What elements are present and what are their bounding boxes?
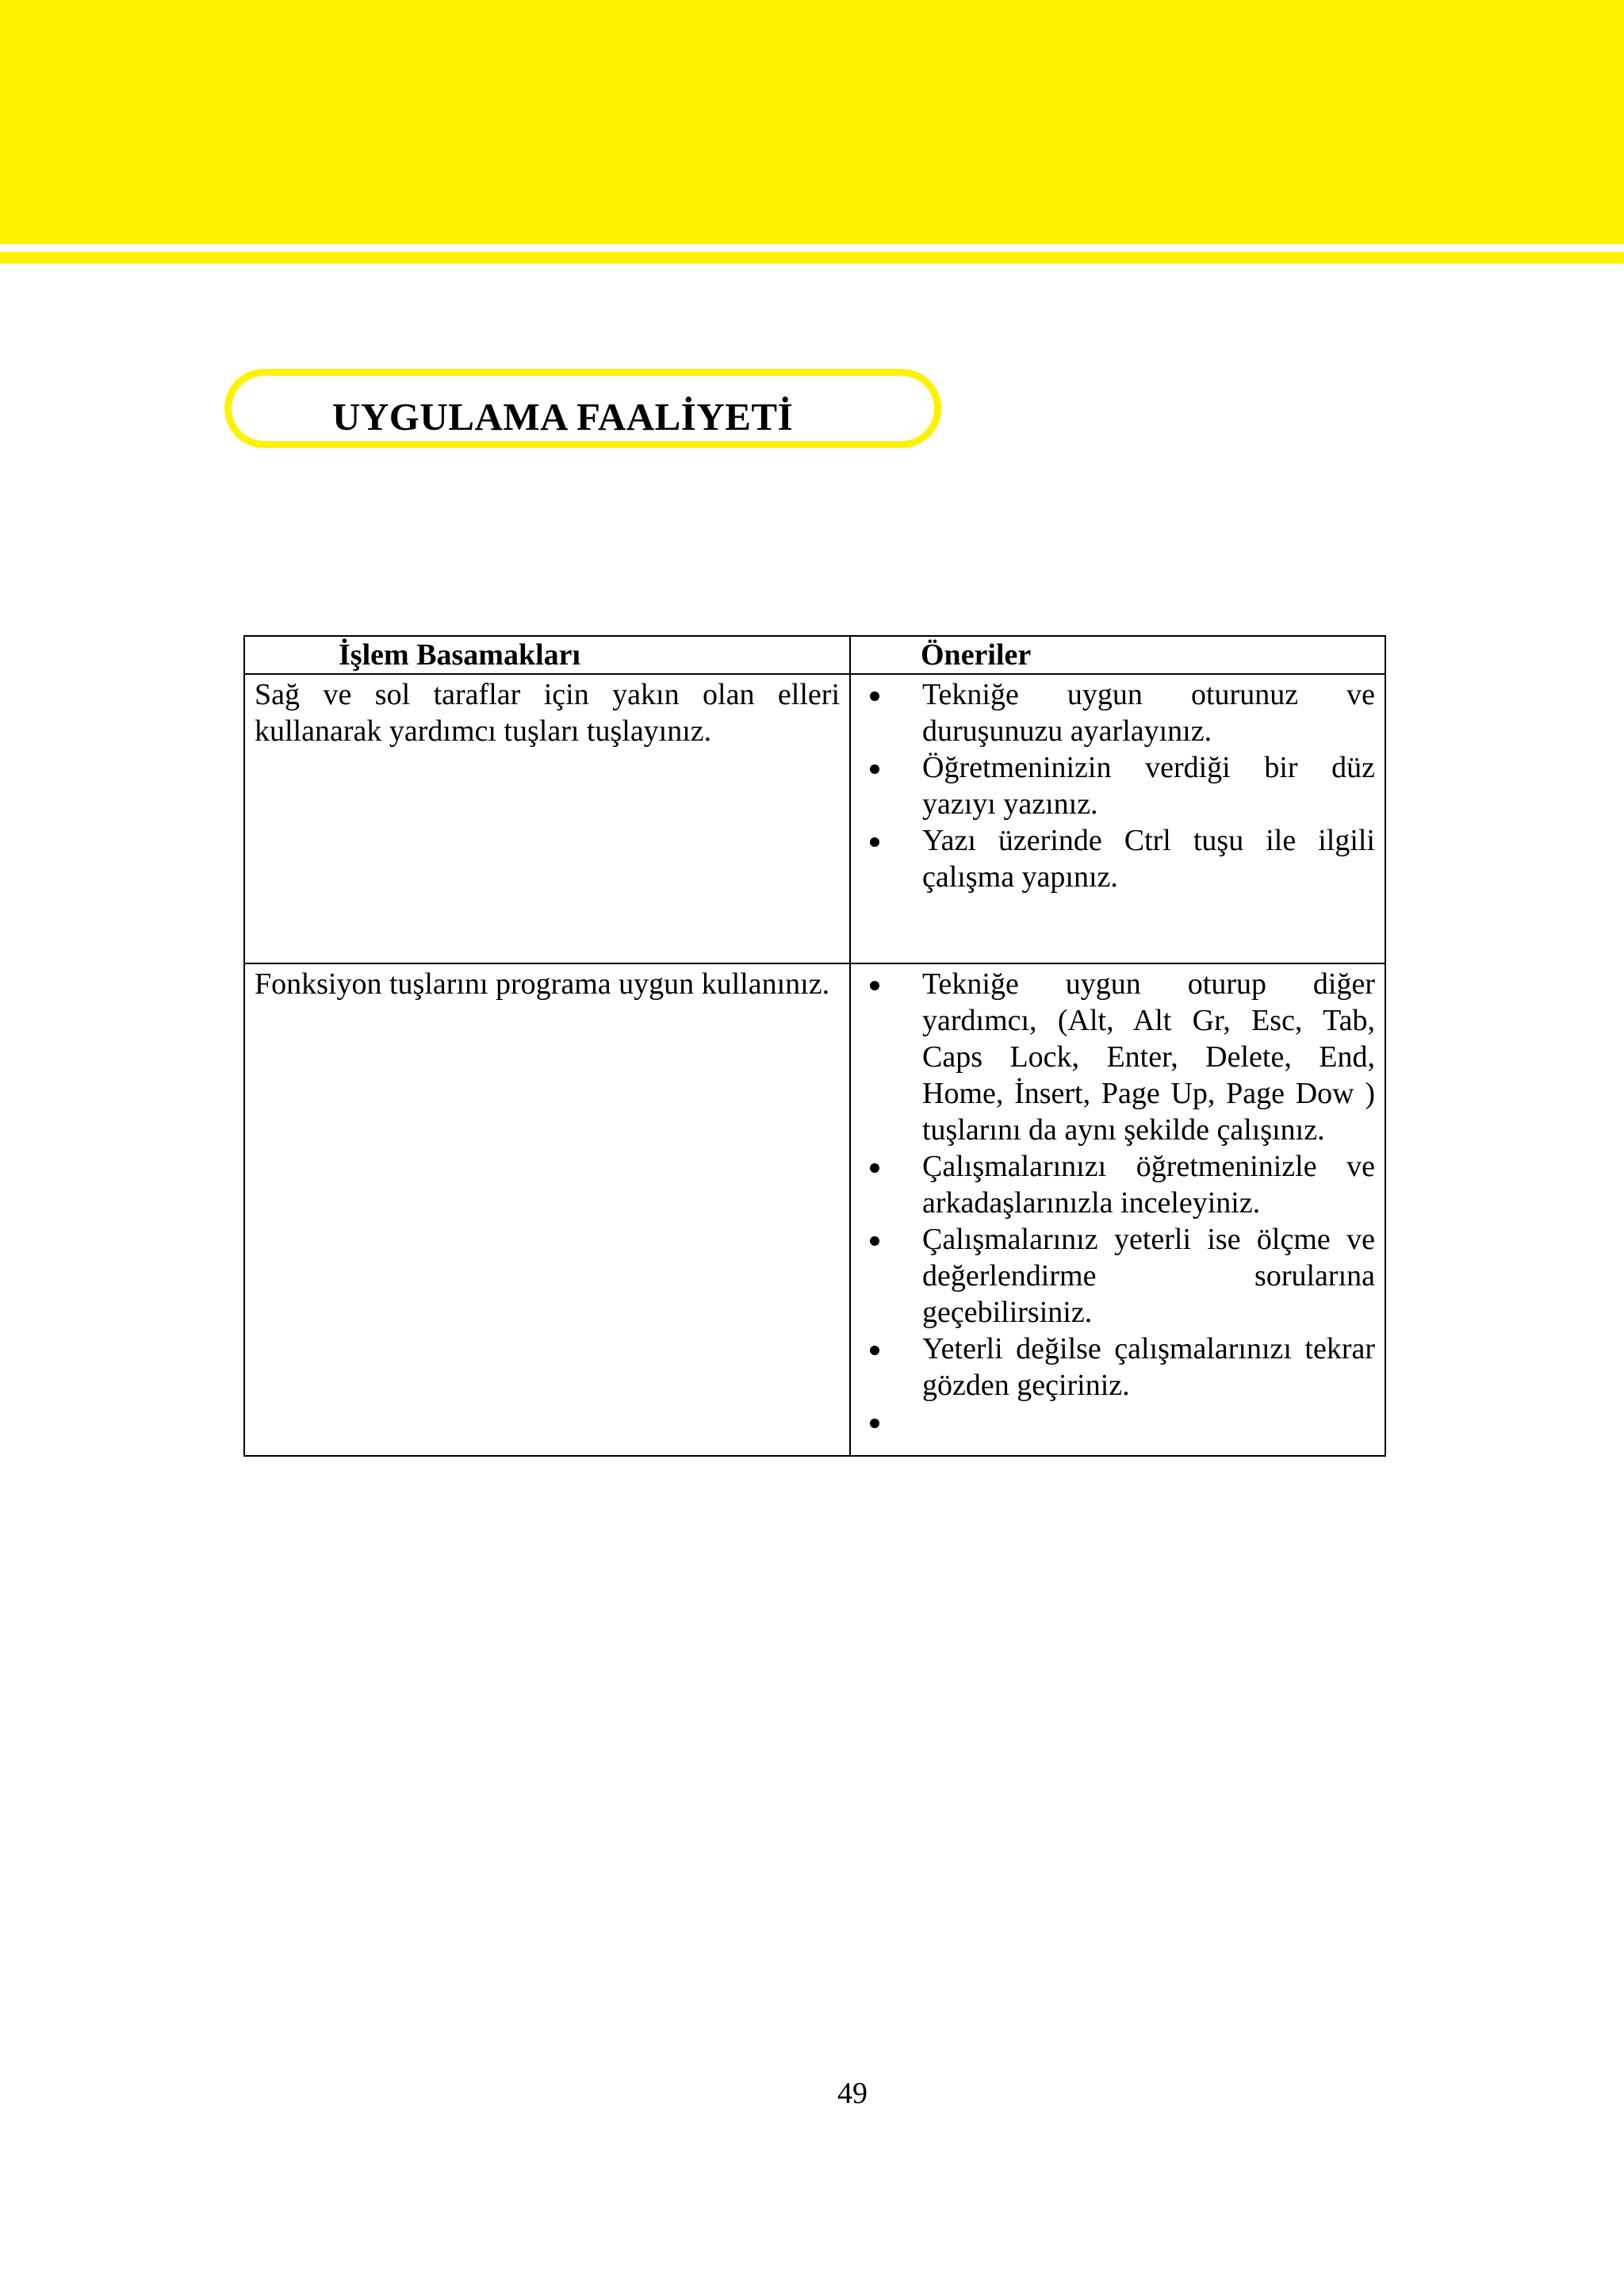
list-item <box>851 822 1375 895</box>
step-cell: Fonksiyon tuşlarını programa uygun kullanınız. <box>244 963 850 1456</box>
bullet-icon <box>870 764 879 774</box>
suggestion-text: Öğretmeninizin verdiği bir düz yazıyı yazınız. <box>922 751 1375 821</box>
activity-table <box>243 635 1386 1457</box>
list-item <box>851 749 1375 822</box>
list-item <box>851 966 1375 1148</box>
section-title-box <box>224 369 941 448</box>
suggestion-text: Yeterli değilse çalışmalarınızı tekrar gözden geçiriniz. <box>922 1332 1375 1402</box>
step-cell: Sağ ve sol taraflar için yakın olan elleri kullanarak yardımcı tuşları tuşlayınız. <box>244 674 850 963</box>
section-title: UYGULAMA FAALİYETİ <box>332 395 794 439</box>
suggestion-text: Çalışmalarınız yeterli ise ölçme ve değerlendirme sorularına geçebilirsiniz. <box>922 1223 1375 1329</box>
table-header-row <box>244 636 1385 674</box>
column-header-suggestions: Öneriler <box>850 636 1385 674</box>
header-band <box>0 0 1624 244</box>
suggestions-list <box>851 966 1375 1440</box>
header-stripe <box>0 252 1624 263</box>
suggestions-list <box>851 676 1375 895</box>
suggestions-cell <box>850 674 1385 963</box>
table-row <box>244 674 1385 963</box>
bullet-icon <box>870 981 879 990</box>
bullet-icon <box>870 1236 879 1246</box>
list-item <box>851 1404 1375 1440</box>
column-header-steps: İşlem Basamakları <box>244 636 850 674</box>
suggestion-text: Çalışmalarınızı öğretmeninizle ve arkadaşlarınızla inceleyiniz. <box>922 1150 1375 1220</box>
list-item <box>851 1221 1375 1331</box>
list-item <box>851 1331 1375 1404</box>
suggestion-text: Yazı üzerinde Ctrl tuşu ile ilgili çalışma yapınız. <box>922 824 1375 894</box>
list-item <box>851 676 1375 749</box>
bullet-icon <box>870 691 879 701</box>
bullet-icon <box>870 1346 879 1355</box>
bullet-icon <box>870 837 879 847</box>
suggestions-cell <box>850 963 1385 1456</box>
table-row <box>244 963 1385 1456</box>
page-number: 49 <box>837 2077 868 2110</box>
suggestion-text: Tekniğe uygun oturup diğer yardımcı, (Alt, Alt Gr, Esc, Tab, Caps Lock, Enter, Delete, End, Home, İnsert, Page Up, Page Dow ) tuşlarını da aynı şekilde çalışınız. <box>922 967 1375 1147</box>
suggestion-text: Tekniğe uygun oturunuz ve duruşunuzu ayarlayınız. <box>922 678 1375 748</box>
list-item <box>851 1148 1375 1221</box>
bullet-icon <box>870 1419 879 1428</box>
bullet-icon <box>870 1163 879 1173</box>
